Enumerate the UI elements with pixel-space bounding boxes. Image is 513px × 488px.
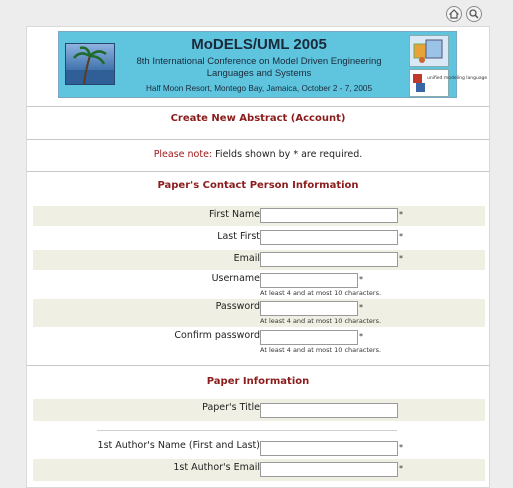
author1-email-input[interactable] — [260, 462, 398, 477]
confirm-password-hint: At least 4 and at most 10 characters. — [260, 346, 382, 354]
top-icons — [446, 6, 482, 22]
row-paper-title — [33, 399, 485, 421]
last-first-input[interactable] — [260, 230, 398, 245]
paper-title-input[interactable] — [260, 403, 398, 418]
row-password — [33, 299, 485, 327]
first-name-input[interactable] — [260, 208, 398, 223]
paper-title-label: Paper's Title — [202, 402, 260, 413]
row-confirm-password — [33, 328, 485, 356]
confirm-password-input[interactable] — [260, 330, 358, 345]
required-mark: * — [399, 254, 403, 263]
home-icon[interactable] — [446, 6, 462, 22]
email-label: Email — [233, 253, 260, 264]
note-text: Fields shown by * are required. — [212, 149, 363, 160]
conference-logo — [409, 35, 449, 67]
uml-logo-text: unified modeling language — [427, 76, 488, 81]
email-input[interactable] — [260, 252, 398, 267]
row-username — [33, 271, 485, 298]
last-first-label: Last First — [217, 231, 260, 242]
required-mark: * — [359, 303, 363, 312]
divider — [27, 171, 489, 172]
required-mark: * — [399, 464, 403, 473]
row-last-first — [33, 228, 485, 248]
section-contact-heading: Paper's Contact Person Information — [157, 180, 359, 191]
username-label: Username — [211, 273, 260, 284]
conference-banner — [58, 31, 488, 98]
required-mark: * — [399, 210, 403, 219]
username-input[interactable] — [260, 273, 358, 288]
row-author1-name — [33, 437, 485, 457]
password-hint: At least 4 and at most 10 characters. — [260, 317, 382, 325]
password-input[interactable] — [260, 301, 358, 316]
confirm-password-label: Confirm password — [174, 330, 260, 341]
conference-subtitle: 8th International Conference on Model Driven Engineering Languages and Systems — [136, 56, 382, 79]
required-mark: * — [359, 332, 363, 341]
required-mark: * — [399, 443, 403, 452]
required-note — [27, 149, 489, 160]
row-first-name — [33, 206, 485, 226]
registration-page — [26, 26, 490, 488]
row-author1-email — [33, 459, 485, 481]
author1-name-input[interactable] — [260, 441, 398, 456]
note-label: Please note: — [153, 149, 213, 160]
divider — [27, 365, 489, 366]
username-hint: At least 4 and at most 10 characters. — [260, 289, 382, 297]
divider — [97, 430, 397, 431]
palm-beach-image — [65, 43, 115, 85]
conference-title: MoDELS/UML 2005 — [191, 36, 327, 53]
author1-email-label: 1st Author's Email — [173, 462, 260, 473]
section-paper-heading: Paper Information — [206, 376, 310, 387]
required-mark: * — [399, 232, 403, 241]
divider — [27, 139, 489, 140]
required-mark: * — [359, 275, 363, 284]
page-title: Create New Abstract (Account) — [170, 113, 346, 124]
uml-logo — [409, 69, 488, 97]
divider — [27, 106, 489, 107]
search-icon[interactable] — [466, 6, 482, 22]
first-name-label: First Name — [208, 209, 260, 220]
password-label: Password — [215, 301, 260, 312]
row-email — [33, 250, 485, 270]
conference-location: Half Moon Resort, Montego Bay, Jamaica, October 2 - 7, 2005 — [145, 84, 373, 93]
author1-name-label: 1st Author's Name (First and Last) — [97, 440, 260, 451]
